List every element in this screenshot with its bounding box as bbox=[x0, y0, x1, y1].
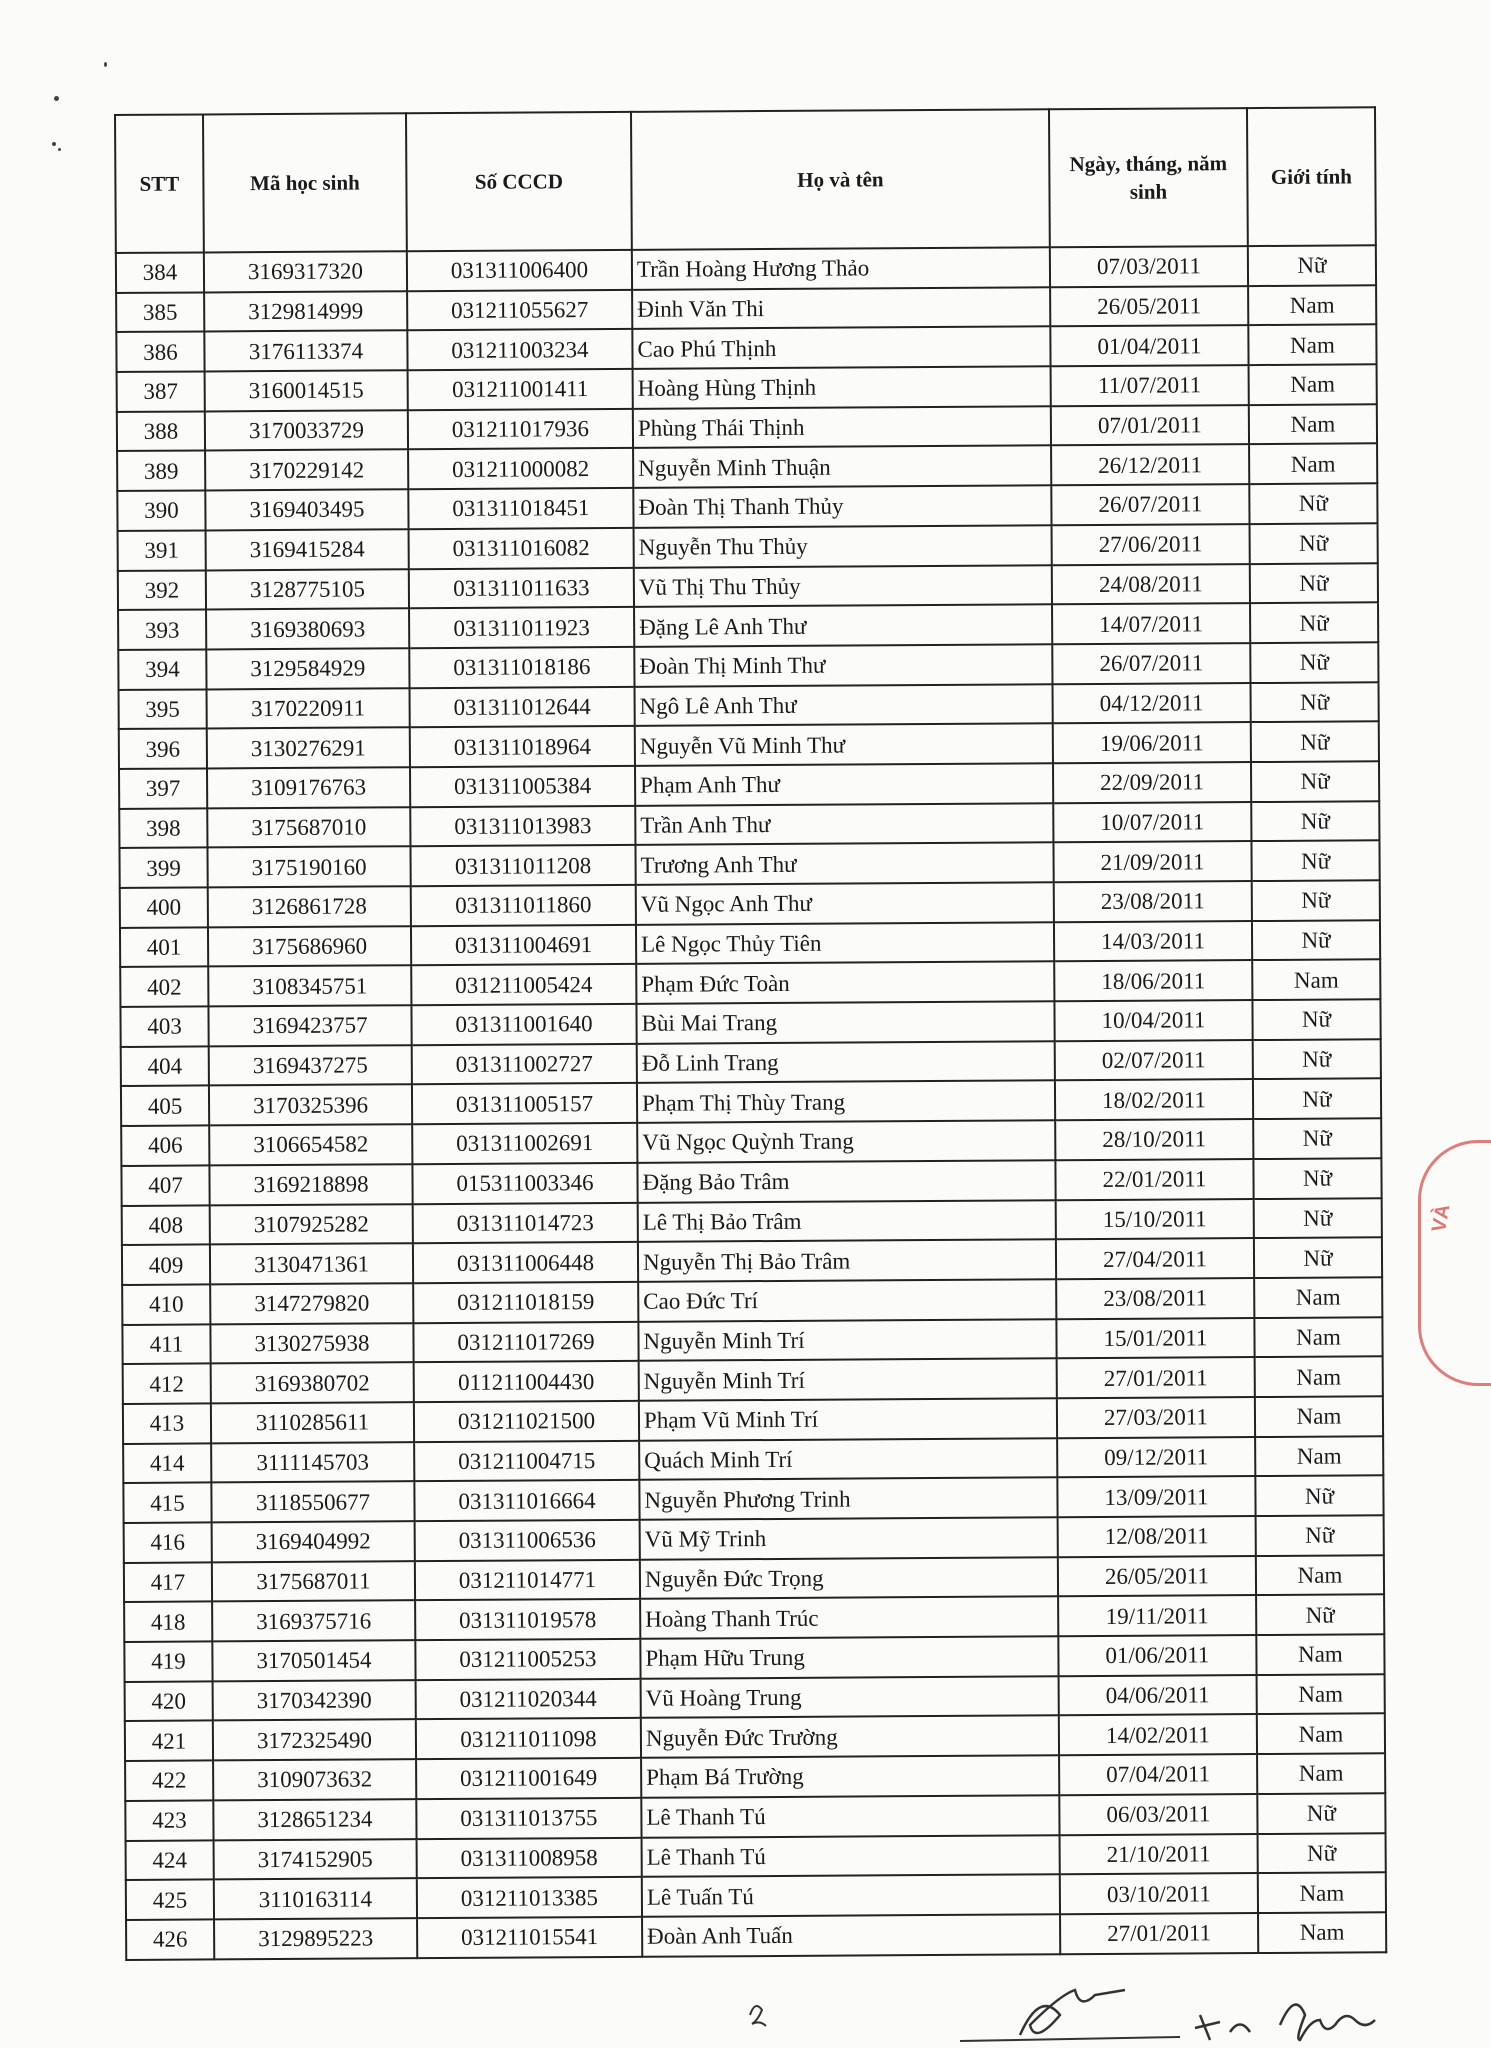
cell-stt: 411 bbox=[122, 1324, 210, 1364]
cell-full-name: Phùng Thái Thịnh bbox=[633, 406, 1051, 448]
cell-citizen-id: 031211004715 bbox=[414, 1440, 639, 1481]
cell-gender: Nữ bbox=[1257, 1793, 1385, 1833]
cell-stt: 390 bbox=[117, 491, 205, 531]
cell-student-id: 3170501454 bbox=[212, 1640, 415, 1681]
cell-student-id: 3128651234 bbox=[213, 1799, 416, 1840]
cell-dob: 06/03/2011 bbox=[1059, 1794, 1257, 1835]
header-student-id: Mã học sinh bbox=[203, 113, 407, 252]
cell-student-id: 3170325396 bbox=[209, 1085, 412, 1126]
cell-gender: Nữ bbox=[1250, 602, 1378, 642]
cell-student-id: 3170342390 bbox=[213, 1680, 416, 1721]
cell-gender: Nữ bbox=[1250, 682, 1378, 722]
cell-citizen-id: 031311018451 bbox=[408, 488, 633, 529]
cell-stt: 391 bbox=[118, 530, 206, 570]
cell-stt: 399 bbox=[119, 848, 207, 888]
cell-student-id: 3160014515 bbox=[205, 370, 408, 411]
cell-full-name: Phạm Hữu Trung bbox=[640, 1636, 1058, 1678]
cell-student-id: 3169380702 bbox=[211, 1362, 414, 1403]
cell-full-name: Đoàn Thị Thanh Thủy bbox=[633, 485, 1051, 527]
cell-citizen-id: 031311006448 bbox=[413, 1242, 638, 1283]
cell-student-id: 3175687010 bbox=[207, 807, 410, 848]
cell-student-id: 3169403495 bbox=[205, 489, 408, 530]
cell-full-name: Phạm Đức Toàn bbox=[636, 962, 1054, 1004]
cell-citizen-id: 031211013385 bbox=[417, 1877, 642, 1918]
cell-full-name: Ngô Lê Anh Thư bbox=[635, 684, 1053, 726]
cell-citizen-id: 031211055627 bbox=[407, 290, 632, 331]
cell-full-name: Phạm Anh Thư bbox=[635, 763, 1053, 805]
cell-full-name: Vũ Thị Thu Thủy bbox=[634, 565, 1052, 607]
cell-student-id: 3128775105 bbox=[206, 569, 409, 610]
cell-student-id: 3169423757 bbox=[208, 1005, 411, 1046]
cell-citizen-id: 031311002691 bbox=[412, 1123, 637, 1164]
cell-gender: Nam bbox=[1256, 1634, 1384, 1674]
cell-citizen-id: 031311004691 bbox=[411, 925, 636, 966]
cell-gender: Nữ bbox=[1248, 245, 1376, 285]
cell-student-id: 3169218898 bbox=[209, 1164, 412, 1205]
signature-stroke-3 bbox=[1195, 2015, 1250, 2040]
cell-gender: Nam bbox=[1255, 1357, 1383, 1397]
cell-dob: 13/09/2011 bbox=[1057, 1476, 1255, 1517]
cell-dob: 14/07/2011 bbox=[1052, 603, 1250, 644]
cell-stt: 423 bbox=[125, 1800, 213, 1840]
cell-stt: 394 bbox=[118, 649, 206, 689]
cell-student-id: 3129895223 bbox=[214, 1918, 417, 1959]
cell-full-name: Nguyễn Đức Trọng bbox=[640, 1557, 1058, 1599]
cell-dob: 09/12/2011 bbox=[1057, 1437, 1255, 1478]
cell-citizen-id: 031211005424 bbox=[411, 964, 636, 1005]
stamp-text: VÀ bbox=[1428, 1202, 1455, 1234]
student-table bbox=[114, 106, 1387, 1960]
cell-student-id: 3172325490 bbox=[213, 1720, 416, 1761]
cell-dob: 02/07/2011 bbox=[1055, 1040, 1253, 1081]
cell-dob: 01/04/2011 bbox=[1050, 325, 1248, 366]
cell-gender: Nữ bbox=[1253, 1039, 1381, 1079]
cell-student-id: 3169317320 bbox=[204, 251, 407, 292]
cell-dob: 27/04/2011 bbox=[1056, 1238, 1254, 1279]
cell-dob: 03/10/2011 bbox=[1060, 1873, 1258, 1914]
cell-dob: 07/03/2011 bbox=[1050, 246, 1248, 287]
cell-student-id: 3169404992 bbox=[212, 1521, 415, 1562]
cell-dob: 26/05/2011 bbox=[1058, 1556, 1256, 1597]
cell-dob: 11/07/2011 bbox=[1051, 365, 1249, 406]
cell-gender: Nữ bbox=[1252, 999, 1380, 1039]
cell-gender: Nữ bbox=[1253, 1118, 1381, 1158]
cell-gender: Nam bbox=[1249, 444, 1377, 484]
cell-citizen-id: 031211018159 bbox=[413, 1282, 638, 1323]
cell-dob: 15/10/2011 bbox=[1056, 1199, 1254, 1240]
cell-stt: 392 bbox=[118, 570, 206, 610]
cell-gender: Nam bbox=[1248, 325, 1376, 365]
cell-gender: Nữ bbox=[1255, 1476, 1383, 1516]
cell-student-id: 3110285611 bbox=[211, 1402, 414, 1443]
cell-full-name: Lê Thị Bảo Trâm bbox=[638, 1200, 1056, 1242]
cell-citizen-id: 031311002727 bbox=[412, 1044, 637, 1085]
cell-dob: 04/12/2011 bbox=[1052, 683, 1250, 724]
cell-stt: 425 bbox=[126, 1880, 214, 1920]
cell-citizen-id: 031211001411 bbox=[408, 369, 633, 410]
cell-gender: Nam bbox=[1249, 404, 1377, 444]
scan-speck bbox=[54, 96, 59, 101]
cell-citizen-id: 031311008958 bbox=[417, 1837, 642, 1878]
cell-student-id: 3110163114 bbox=[214, 1878, 417, 1919]
cell-student-id: 3169375716 bbox=[212, 1601, 415, 1642]
cell-gender: Nữ bbox=[1249, 483, 1377, 523]
cell-dob: 18/06/2011 bbox=[1054, 960, 1252, 1001]
cell-full-name: Lê Thanh Tú bbox=[641, 1795, 1059, 1837]
cell-dob: 21/10/2011 bbox=[1060, 1834, 1258, 1875]
cell-student-id: 3106654582 bbox=[209, 1124, 412, 1165]
cell-citizen-id: 031311005157 bbox=[412, 1083, 637, 1124]
cell-stt: 414 bbox=[123, 1443, 211, 1483]
cell-gender: Nữ bbox=[1253, 1079, 1381, 1119]
cell-citizen-id: 031311005384 bbox=[410, 766, 635, 807]
cell-full-name: Cao Phú Thịnh bbox=[632, 327, 1050, 369]
cell-citizen-id: 031211011098 bbox=[416, 1718, 641, 1759]
cell-student-id: 3129584929 bbox=[206, 648, 409, 689]
header-gender: Giới tính bbox=[1247, 107, 1376, 246]
cell-dob: 12/08/2011 bbox=[1058, 1516, 1256, 1557]
header-row bbox=[115, 107, 1376, 253]
header-citizen-id: Số CCCD bbox=[406, 112, 632, 251]
cell-full-name: Phạm Bá Trường bbox=[641, 1755, 1059, 1797]
cell-gender: Nữ bbox=[1252, 920, 1380, 960]
cell-dob: 07/04/2011 bbox=[1059, 1754, 1257, 1795]
cell-student-id: 3175686960 bbox=[208, 926, 411, 967]
cell-gender: Nữ bbox=[1258, 1833, 1386, 1873]
cell-citizen-id: 031311013755 bbox=[416, 1798, 641, 1839]
cell-stt: 403 bbox=[120, 1007, 208, 1047]
table-header bbox=[115, 107, 1376, 253]
cell-citizen-id: 031311011923 bbox=[409, 607, 634, 648]
cell-stt: 417 bbox=[124, 1562, 212, 1602]
signature-stroke-2 bbox=[960, 2037, 1180, 2041]
cell-dob: 21/09/2011 bbox=[1053, 841, 1251, 882]
cell-citizen-id: 031311011860 bbox=[411, 885, 636, 926]
cell-gender: Nam bbox=[1257, 1714, 1385, 1754]
cell-gender: Nam bbox=[1254, 1277, 1382, 1317]
cell-full-name: Vũ Ngọc Anh Thư bbox=[636, 882, 1054, 924]
cell-citizen-id: 031211005253 bbox=[415, 1639, 640, 1680]
cell-full-name: Lê Ngọc Thủy Tiên bbox=[636, 922, 1054, 964]
cell-citizen-id: 031311016664 bbox=[414, 1480, 639, 1521]
cell-dob: 23/08/2011 bbox=[1054, 881, 1252, 922]
table-body bbox=[116, 245, 1386, 1959]
header-stt: STT bbox=[115, 114, 204, 253]
cell-gender: Nữ bbox=[1251, 761, 1379, 801]
cell-gender: Nữ bbox=[1251, 722, 1379, 762]
cell-full-name: Nguyễn Đức Trường bbox=[641, 1716, 1059, 1758]
cell-full-name: Nguyễn Thị Bảo Trâm bbox=[638, 1239, 1056, 1281]
cell-citizen-id: 031311006536 bbox=[415, 1520, 640, 1561]
cell-stt: 418 bbox=[124, 1602, 212, 1642]
cell-stt: 416 bbox=[124, 1522, 212, 1562]
cell-student-id: 3176113374 bbox=[204, 331, 407, 372]
cell-citizen-id: 031211017269 bbox=[413, 1321, 638, 1362]
cell-gender: Nữ bbox=[1256, 1595, 1384, 1635]
cell-citizen-id: 031311006400 bbox=[407, 250, 632, 291]
cell-citizen-id: 031311018186 bbox=[409, 647, 634, 688]
cell-citizen-id: 031311011633 bbox=[409, 567, 634, 608]
cell-dob: 07/01/2011 bbox=[1051, 405, 1249, 446]
cell-gender: Nam bbox=[1252, 960, 1380, 1000]
cell-full-name: Vũ Ngọc Quỳnh Trang bbox=[637, 1120, 1055, 1162]
cell-gender: Nam bbox=[1254, 1317, 1382, 1357]
cell-stt: 393 bbox=[118, 610, 206, 650]
cell-stt: 396 bbox=[119, 729, 207, 769]
initial-mark bbox=[750, 2006, 766, 2026]
cell-dob: 27/06/2011 bbox=[1052, 524, 1250, 565]
cell-stt: 397 bbox=[119, 768, 207, 808]
cell-stt: 420 bbox=[125, 1681, 213, 1721]
cell-gender: Nữ bbox=[1256, 1515, 1384, 1555]
cell-full-name: Đỗ Linh Trang bbox=[637, 1041, 1055, 1083]
cell-stt: 424 bbox=[126, 1840, 214, 1880]
cell-stt: 400 bbox=[120, 887, 208, 927]
cell-stt: 413 bbox=[123, 1403, 211, 1443]
cell-full-name: Đặng Lê Anh Thư bbox=[634, 604, 1052, 646]
cell-full-name: Lê Tuấn Tú bbox=[642, 1874, 1060, 1916]
cell-dob: 27/01/2011 bbox=[1060, 1913, 1258, 1954]
cell-stt: 408 bbox=[122, 1205, 210, 1245]
cell-stt: 385 bbox=[116, 292, 204, 332]
cell-dob: 27/03/2011 bbox=[1057, 1397, 1255, 1438]
cell-gender: Nam bbox=[1257, 1753, 1385, 1793]
table-row bbox=[126, 1912, 1386, 1959]
cell-gender: Nữ bbox=[1254, 1198, 1382, 1238]
cell-student-id: 3147279820 bbox=[210, 1283, 413, 1324]
cell-gender: Nam bbox=[1258, 1872, 1386, 1912]
signature-stroke-4 bbox=[1280, 2005, 1375, 2040]
cell-full-name: Nguyễn Thu Thủy bbox=[634, 525, 1052, 567]
cell-citizen-id: 031311012644 bbox=[410, 686, 635, 727]
cell-full-name: Bùi Mai Trang bbox=[636, 1001, 1054, 1043]
cell-citizen-id: 031211000082 bbox=[408, 448, 633, 489]
cell-full-name: Trần Anh Thư bbox=[635, 803, 1053, 845]
cell-stt: 384 bbox=[116, 252, 204, 292]
cell-stt: 388 bbox=[117, 411, 205, 451]
cell-student-id: 3169380693 bbox=[206, 608, 409, 649]
cell-citizen-id: 031211014771 bbox=[415, 1560, 640, 1601]
cell-stt: 409 bbox=[122, 1245, 210, 1285]
cell-dob: 01/06/2011 bbox=[1058, 1635, 1256, 1676]
signature-stroke-1 bbox=[1020, 1990, 1125, 2035]
signature-area bbox=[720, 1985, 1420, 2045]
cell-dob: 22/09/2011 bbox=[1053, 762, 1251, 803]
cell-student-id: 3109073632 bbox=[213, 1759, 416, 1800]
scan-speck bbox=[52, 142, 56, 146]
cell-citizen-id: 031211003234 bbox=[407, 329, 632, 370]
cell-gender: Nữ bbox=[1252, 880, 1380, 920]
cell-dob: 22/01/2011 bbox=[1055, 1159, 1253, 1200]
cell-student-id: 3175190160 bbox=[207, 847, 410, 888]
cell-student-id: 3129814999 bbox=[204, 291, 407, 332]
cell-gender: Nữ bbox=[1251, 801, 1379, 841]
cell-student-id: 3170220911 bbox=[207, 688, 410, 729]
cell-citizen-id: 031211017936 bbox=[408, 409, 633, 450]
cell-student-id: 3174152905 bbox=[214, 1839, 417, 1880]
cell-gender: Nữ bbox=[1250, 642, 1378, 682]
cell-full-name: Trương Anh Thư bbox=[635, 843, 1053, 885]
cell-full-name: Nguyễn Minh Trí bbox=[639, 1359, 1057, 1401]
cell-gender: Nam bbox=[1256, 1555, 1384, 1595]
cell-student-id: 3169437275 bbox=[209, 1045, 412, 1086]
cell-gender: Nữ bbox=[1251, 841, 1379, 881]
cell-stt: 405 bbox=[121, 1086, 209, 1126]
scan-speck bbox=[58, 148, 61, 151]
cell-full-name: Cao Đức Trí bbox=[638, 1279, 1056, 1321]
cell-citizen-id: 031311011208 bbox=[410, 845, 635, 886]
cell-gender: Nữ bbox=[1250, 563, 1378, 603]
cell-dob: 27/01/2011 bbox=[1057, 1357, 1255, 1398]
cell-citizen-id: 031211001649 bbox=[416, 1758, 641, 1799]
cell-gender: Nam bbox=[1255, 1396, 1383, 1436]
header-full-name: Họ và tên bbox=[631, 109, 1050, 250]
cell-gender: Nam bbox=[1255, 1436, 1383, 1476]
cell-full-name: Nguyễn Vũ Minh Thư bbox=[635, 724, 1053, 766]
cell-stt: 407 bbox=[121, 1165, 209, 1205]
cell-stt: 402 bbox=[120, 967, 208, 1007]
cell-citizen-id: 031211021500 bbox=[414, 1401, 639, 1442]
cell-full-name: Hoàng Thanh Trúc bbox=[640, 1597, 1058, 1639]
cell-stt: 386 bbox=[116, 332, 204, 372]
student-table-container bbox=[114, 106, 1387, 1960]
cell-full-name: Nguyễn Minh Trí bbox=[638, 1319, 1056, 1361]
cell-student-id: 3108345751 bbox=[208, 966, 411, 1007]
cell-student-id: 3111145703 bbox=[211, 1442, 414, 1483]
cell-dob: 26/07/2011 bbox=[1051, 484, 1249, 525]
cell-gender: Nữ bbox=[1253, 1158, 1381, 1198]
scan-speck bbox=[104, 62, 107, 67]
cell-dob: 19/11/2011 bbox=[1058, 1595, 1256, 1636]
cell-citizen-id: 031311019578 bbox=[415, 1599, 640, 1640]
cell-full-name: Đoàn Anh Tuấn bbox=[642, 1914, 1060, 1956]
cell-stt: 415 bbox=[123, 1483, 211, 1523]
cell-student-id: 3170229142 bbox=[205, 450, 408, 491]
cell-citizen-id: 031311014723 bbox=[413, 1202, 638, 1243]
cell-student-id: 3130471361 bbox=[210, 1243, 413, 1284]
cell-student-id: 3169415284 bbox=[206, 529, 409, 570]
cell-stt: 410 bbox=[122, 1284, 210, 1324]
cell-full-name: Quách Minh Trí bbox=[639, 1438, 1057, 1480]
cell-stt: 395 bbox=[119, 689, 207, 729]
cell-dob: 24/08/2011 bbox=[1052, 564, 1250, 605]
cell-stt: 422 bbox=[125, 1761, 213, 1801]
cell-student-id: 3170033729 bbox=[205, 410, 408, 451]
cell-citizen-id: 031311001640 bbox=[411, 1004, 636, 1045]
cell-full-name: Phạm Vũ Minh Trí bbox=[639, 1398, 1057, 1440]
cell-stt: 412 bbox=[123, 1364, 211, 1404]
cell-citizen-id: 031311016082 bbox=[409, 528, 634, 569]
cell-dob: 10/07/2011 bbox=[1053, 802, 1251, 843]
cell-full-name: Trần Hoàng Hương Thảo bbox=[632, 247, 1050, 289]
cell-citizen-id: 031211015541 bbox=[417, 1917, 642, 1958]
cell-citizen-id: 031311018964 bbox=[410, 726, 635, 767]
cell-dob: 04/06/2011 bbox=[1059, 1675, 1257, 1716]
cell-student-id: 3118550677 bbox=[211, 1482, 414, 1523]
header-dob: Ngày, tháng, năm sinh bbox=[1049, 108, 1248, 247]
cell-gender: Nam bbox=[1249, 364, 1377, 404]
cell-student-id: 3130276291 bbox=[207, 727, 410, 768]
cell-stt: 387 bbox=[117, 372, 205, 412]
cell-dob: 14/02/2011 bbox=[1059, 1714, 1257, 1755]
cell-gender: Nữ bbox=[1254, 1237, 1382, 1277]
cell-student-id: 3175687011 bbox=[212, 1561, 415, 1602]
cell-dob: 18/02/2011 bbox=[1055, 1079, 1253, 1120]
cell-dob: 26/07/2011 bbox=[1052, 643, 1250, 684]
cell-full-name: Đinh Văn Thi bbox=[632, 287, 1050, 329]
cell-dob: 10/04/2011 bbox=[1054, 1000, 1252, 1041]
cell-gender: Nữ bbox=[1250, 523, 1378, 563]
cell-citizen-id: 015311003346 bbox=[412, 1163, 637, 1204]
cell-full-name: Đoàn Thị Minh Thư bbox=[634, 644, 1052, 686]
cell-stt: 421 bbox=[125, 1721, 213, 1761]
cell-stt: 404 bbox=[121, 1046, 209, 1086]
cell-full-name: Phạm Thị Thùy Trang bbox=[637, 1081, 1055, 1123]
cell-stt: 406 bbox=[121, 1126, 209, 1166]
cell-full-name: Đặng Bảo Trâm bbox=[637, 1160, 1055, 1202]
cell-full-name: Vũ Mỹ Trinh bbox=[640, 1517, 1058, 1559]
cell-citizen-id: 031311013983 bbox=[410, 805, 635, 846]
cell-dob: 15/01/2011 bbox=[1056, 1318, 1254, 1359]
cell-gender: Nam bbox=[1257, 1674, 1385, 1714]
cell-gender: Nam bbox=[1248, 285, 1376, 325]
cell-student-id: 3107925282 bbox=[210, 1204, 413, 1245]
cell-dob: 28/10/2011 bbox=[1055, 1119, 1253, 1160]
cell-stt: 398 bbox=[119, 808, 207, 848]
cell-dob: 26/05/2011 bbox=[1050, 286, 1248, 327]
cell-dob: 14/03/2011 bbox=[1054, 921, 1252, 962]
cell-full-name: Lê Thanh Tú bbox=[642, 1835, 1060, 1877]
cell-stt: 426 bbox=[126, 1919, 214, 1959]
cell-full-name: Nguyễn Phương Trinh bbox=[639, 1478, 1057, 1520]
cell-full-name: Hoàng Hùng Thịnh bbox=[633, 366, 1051, 408]
cell-citizen-id: 011211004430 bbox=[414, 1361, 639, 1402]
cell-stt: 401 bbox=[120, 927, 208, 967]
cell-full-name: Vũ Hoàng Trung bbox=[641, 1676, 1059, 1718]
cell-dob: 19/06/2011 bbox=[1053, 722, 1251, 763]
cell-student-id: 3126861728 bbox=[208, 886, 411, 927]
cell-citizen-id: 031211020344 bbox=[416, 1679, 641, 1720]
cell-full-name: Nguyễn Minh Thuận bbox=[633, 446, 1051, 488]
cell-gender: Nam bbox=[1258, 1912, 1386, 1952]
cell-student-id: 3130275938 bbox=[210, 1323, 413, 1364]
cell-student-id: 3109176763 bbox=[207, 767, 410, 808]
cell-dob: 26/12/2011 bbox=[1051, 445, 1249, 486]
cell-stt: 389 bbox=[117, 451, 205, 491]
cell-dob: 23/08/2011 bbox=[1056, 1278, 1254, 1319]
cell-stt: 419 bbox=[124, 1641, 212, 1681]
red-stamp bbox=[1418, 1140, 1491, 1386]
